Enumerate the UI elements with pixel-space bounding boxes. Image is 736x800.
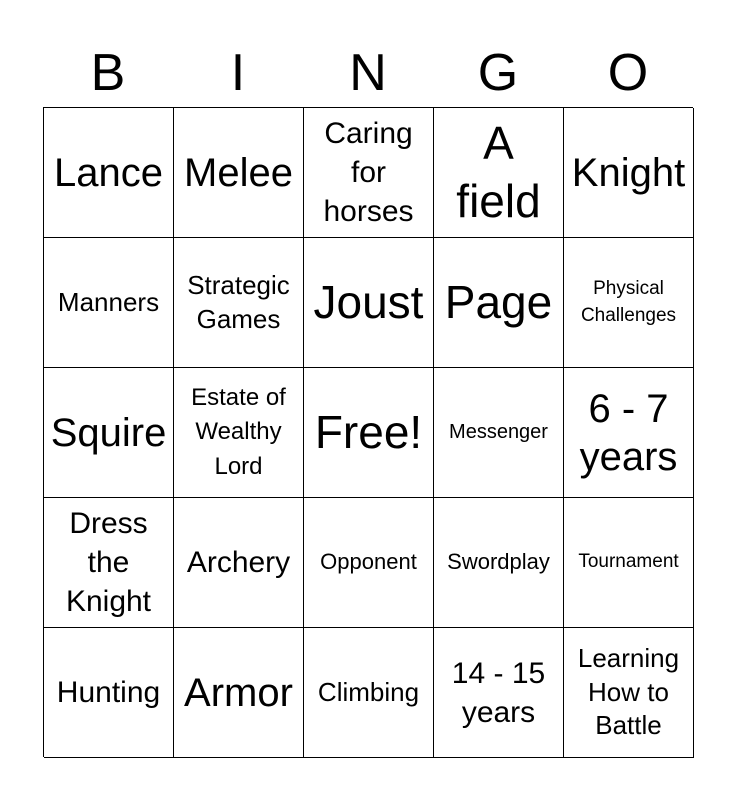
cell-text: Melee <box>184 150 293 195</box>
bingo-cell[interactable] <box>44 238 174 368</box>
bingo-cell[interactable] <box>44 628 174 758</box>
cell-text: Lance <box>54 150 163 195</box>
bingo-cell[interactable] <box>174 108 304 238</box>
bingo-cell[interactable] <box>564 108 694 238</box>
bingo-cell[interactable] <box>44 498 174 628</box>
header-letter-b: B <box>90 44 126 102</box>
cell-text: Armor <box>184 670 293 715</box>
cell-text: Free! <box>314 405 423 458</box>
cell-text: Strategic Games <box>187 269 290 334</box>
cell-text: Messenger <box>449 421 548 443</box>
bingo-header <box>43 38 693 108</box>
cell-text: 6 - 7 years <box>579 386 678 479</box>
cell-text: Manners <box>57 286 160 317</box>
cell-text: Climbing <box>317 676 420 707</box>
cell-text: Caring for horses <box>323 117 414 228</box>
cell-text: Squire <box>50 410 167 455</box>
bingo-cell[interactable] <box>434 108 564 238</box>
cell-text: Joust <box>313 275 424 328</box>
bingo-cell[interactable] <box>564 368 694 498</box>
header-letter-n: N <box>349 44 387 102</box>
cell-text: Page <box>444 275 553 328</box>
cell-text: Archery <box>186 546 291 579</box>
cell-text: Tournament <box>578 551 679 573</box>
bingo-cell[interactable] <box>434 368 564 498</box>
bingo-cell[interactable] <box>564 238 694 368</box>
cell-text: Dress the Knight <box>65 507 152 618</box>
cell-text: Knight <box>571 150 686 195</box>
bingo-cell[interactable] <box>304 108 434 238</box>
cell-text: 14 - 15 years <box>451 656 546 729</box>
cell-text: Estate of Wealthy Lord <box>191 384 286 480</box>
bingo-cell[interactable] <box>434 238 564 368</box>
bingo-cell[interactable] <box>304 628 434 758</box>
bingo-cell[interactable] <box>434 628 564 758</box>
bingo-cell[interactable] <box>434 498 564 628</box>
cell-text: Learning How to Battle <box>577 642 680 741</box>
header-letter-o: O <box>607 44 649 102</box>
bingo-cell[interactable] <box>304 498 434 628</box>
bingo-cell[interactable] <box>304 238 434 368</box>
bingo-cell[interactable] <box>44 368 174 498</box>
cell-text: Opponent <box>320 549 417 575</box>
cell-text: Swordplay <box>447 549 550 575</box>
cell-text: Hunting <box>56 676 161 709</box>
cell-text: A field <box>456 117 541 227</box>
free-space[interactable] <box>304 368 434 498</box>
header-letter-g: G <box>477 44 519 102</box>
bingo-cell[interactable] <box>44 108 174 238</box>
bingo-cell[interactable] <box>174 238 304 368</box>
header-letter-i: I <box>230 44 246 102</box>
cell-text: Physical Challenges <box>580 277 677 326</box>
bingo-cell[interactable] <box>174 498 304 628</box>
bingo-cell[interactable] <box>564 628 694 758</box>
bingo-cell[interactable] <box>174 628 304 758</box>
bingo-cell[interactable] <box>174 368 304 498</box>
bingo-cell[interactable] <box>564 498 694 628</box>
bingo-board <box>43 107 693 757</box>
